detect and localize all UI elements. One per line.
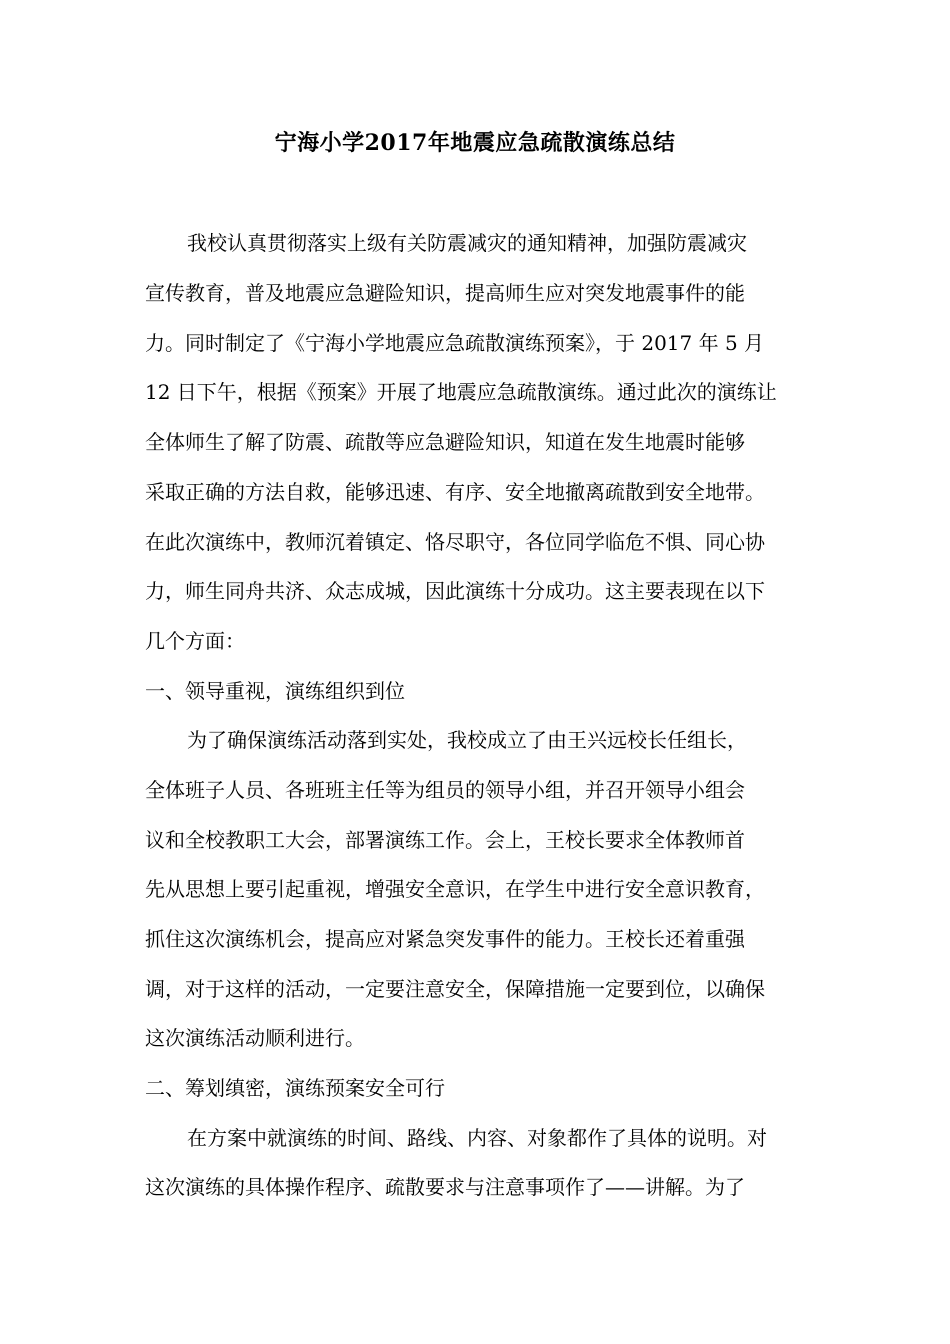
paragraph-line: 抓住这次演练机会，提高应对紧急突发事件的能力。王校长还着重强 — [145, 927, 745, 951]
paragraph-line: 全体班子人员、各班班主任等为组员的领导小组，并召开领导小组会 — [145, 778, 745, 802]
paragraph-line: 采取正确的方法自救，能够迅速、有序、安全地撤离疏散到安全地带。 — [145, 480, 765, 504]
paragraph-line: 全体师生了解了防震、疏散等应急避险知识，知道在发生地震时能够 — [145, 430, 745, 454]
paragraph-line: 力。同时制定了《宁海小学地震应急疏散演练预案》，于 2017 年 5 月 — [145, 331, 765, 355]
paragraph-line: 力，师生同舟共济、众志成城，因此演练十分成功。这主要表现在以下 — [145, 579, 765, 603]
section-heading: 一、领导重视，演练组织到位 — [145, 679, 405, 703]
paragraph-line: 我校认真贯彻落实上级有关防震减灾的通知精神，加强防震减灾 — [187, 231, 747, 255]
paragraph-line: 宣传教育，普及地震应急避险知识，提高师生应对突发地震事件的能 — [145, 281, 745, 305]
paragraph-line: 这次演练的具体操作程序、疏散要求与注意事项作了——讲解。为了 — [145, 1175, 745, 1199]
paragraph-line: 为了确保演练活动落到实处，我校成立了由王兴远校长任组长， — [187, 728, 747, 752]
paragraph-line: 这次演练活动顺利进行。 — [145, 1026, 365, 1050]
paragraph-line: 先从思想上要引起重视，增强安全意识，在学生中进行安全意识教育， — [145, 877, 765, 901]
paragraph-line: 在此次演练中，教师沉着镇定、恪尽职守，各位同学临危不惧、同心协 — [145, 530, 765, 554]
paragraph-line: 几个方面： — [145, 629, 245, 653]
paragraph-line: 调，对于这样的活动，一定要注意安全，保障措施一定要到位，以确保 — [145, 977, 765, 1001]
paragraph-line: 议和全校教职工大会，部署演练工作。会上，王校长要求全体教师首 — [145, 828, 745, 852]
section-heading: 二、筹划缜密，演练预案安全可行 — [145, 1076, 445, 1100]
paragraph-line: 12 日下午，根据《预案》开展了地震应急疏散演练。通过此次的演练让 — [145, 380, 777, 404]
paragraph-line: 在方案中就演练的时间、路线、内容、对象都作了具体的说明。对 — [187, 1126, 767, 1150]
document-title: 宁海小学2017年地震应急疏散演练总结 — [274, 130, 676, 156]
